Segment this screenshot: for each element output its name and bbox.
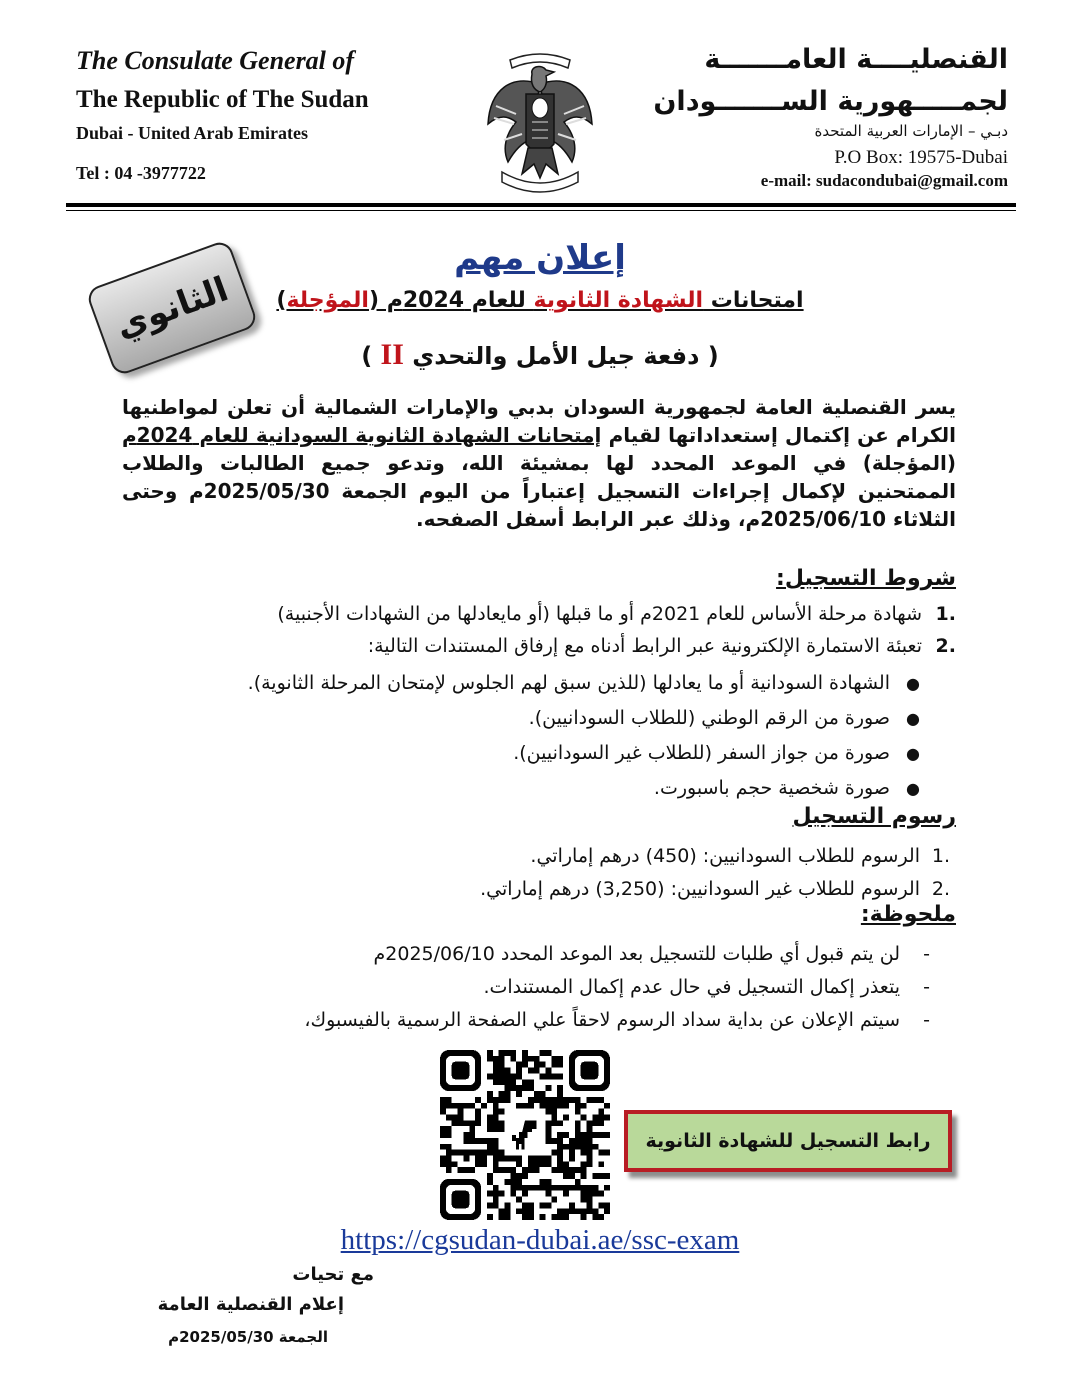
- announcement-title: إعلان مهم: [454, 238, 626, 278]
- signoff-department: إعلام القنصلية العامة: [157, 1294, 344, 1315]
- body-exam-name: إمتحانات الشهادة الثانوية السودانية للعام 2024م: [122, 423, 602, 447]
- conditions-title: شروط التسجيل:: [776, 566, 956, 591]
- subtitle-prefix: امتحانات: [703, 288, 804, 313]
- notes-list: [304, 938, 930, 1037]
- dash-icon: -: [923, 1009, 930, 1031]
- bullet-icon: ●: [906, 674, 920, 693]
- header-en-country: The Republic of The Sudan: [76, 86, 369, 113]
- header-ar-title: القنصليــــة العامـــــــة: [704, 44, 1008, 75]
- fees-list: [480, 840, 950, 906]
- documents-list: [248, 666, 920, 806]
- list-item: [248, 736, 920, 771]
- dash-icon: -: [923, 976, 930, 998]
- list-number: .1: [935, 603, 956, 625]
- list-text: الشهادة السودانية أو ما يعادلها (للذين سبق لهم الجلوس لإمتحان المرحلة الثانوية).: [247, 672, 890, 694]
- registration-button-label: رابط التسجيل للشهادة الثانوية: [645, 1130, 931, 1152]
- list-text: صورة شخصية حجم باسبورت.: [653, 777, 890, 799]
- qr-code-icon[interactable]: [440, 1050, 610, 1220]
- list-text: صورة من الرقم الوطني (للطلاب السودانيين).: [528, 707, 890, 729]
- batch-name: [0, 338, 1080, 372]
- list-item: [277, 630, 956, 662]
- header-en-location: Dubai - United Arab Emirates: [76, 123, 309, 143]
- list-text: تعبئة الاستمارة الإلكترونية عبر الرابط أدناه مع إرفاق المستندات التالية:: [367, 635, 922, 657]
- header-divider-thick: [66, 203, 1016, 207]
- registration-link-button[interactable]: [624, 1110, 952, 1172]
- header-en-telephone: Tel : 04 -3977722: [76, 163, 206, 183]
- subtitle-highlight: الشهادة الثانوية: [533, 288, 704, 313]
- header-ar-country: لجمـــــهورية الســـــــودان: [653, 86, 1008, 117]
- fees-title: رسوم التسجيل: [792, 804, 956, 829]
- batch-roman-numeral: II: [380, 338, 404, 371]
- bullet-icon: ●: [906, 709, 920, 728]
- subtitle-suffix: ): [276, 288, 287, 313]
- list-item: [248, 771, 920, 806]
- header-divider-thin: [66, 210, 1016, 211]
- header-en-title: The Consulate General of: [76, 46, 355, 75]
- signoff-date: الجمعة 2025/05/30م: [168, 1328, 328, 1346]
- body-part-1: يسر القنصلية العامة لجمهورية السودان بدبي والإمارات الشمالية أن تعلن لمواطنيها الكرام عن إكتمال إستعداداتها لقيام: [122, 395, 957, 447]
- subtitle-year: للعام 2024م (: [368, 288, 534, 313]
- conditions-list: [277, 598, 956, 662]
- list-item: [277, 598, 956, 630]
- list-text: صورة من جواز السفر (للطلاب غير السودانيين).: [513, 742, 890, 764]
- list-text: لن يتم قبول أي طلبات للتسجيل بعد الموعد المحدد 2025/06/10م: [373, 943, 900, 965]
- list-text: الرسوم للطلاب السودانيين: (450) درهم إماراتي.: [530, 845, 920, 867]
- announcement-subtitle: [0, 288, 1080, 313]
- batch-prefix: ( دفعة جيل الأمل والتحدي: [403, 342, 719, 370]
- bullet-icon: ●: [906, 779, 920, 798]
- list-item: [304, 1004, 930, 1037]
- body-part-3: (المؤجلة) في الموعد المحدد لها بمشيئة الله، وتدعو جميع الطالبات والطلاب الممتحنين لإكمال إجراءات التسجيل إعتباراً من اليوم الجمعة 2025/05/30م وحتى الثلاثاء 2025/06/10م، وذلك عبر الرابط أسفل الصفحه.: [122, 451, 956, 531]
- list-text: الرسوم للطلاب غير السودانيين: (3,250) درهم إماراتي.: [480, 878, 920, 900]
- batch-suffix: ): [361, 342, 381, 370]
- stamp-label: الثانوي: [110, 269, 234, 347]
- header-po-box: P.O Box: 19575-Dubai: [834, 147, 1008, 168]
- list-item: [248, 701, 920, 736]
- registration-url-link[interactable]: https://cgsudan-dubai.ae/ssc-exam: [340, 1224, 740, 1256]
- sudan-emblem-icon: [482, 44, 598, 200]
- list-item: [304, 938, 930, 971]
- dash-icon: -: [923, 943, 930, 965]
- announcement-body: [122, 393, 956, 533]
- signoff-greeting: مع تحيات: [292, 1264, 374, 1285]
- list-number: .2: [935, 635, 956, 657]
- list-text: يتعذر إكمال التسجيل في حال عدم إكمال المستندات.: [483, 976, 900, 998]
- list-text: شهادة مرحلة الأساس للعام 2021م أو ما قبلها (أو مايعادلها من الشهادات الأجنبية): [277, 603, 922, 625]
- list-item: [304, 971, 930, 1004]
- list-number: .2: [931, 878, 950, 900]
- header-ar-location: دبـي – الإمارات العربية المتحدة: [814, 122, 1008, 140]
- list-text: سيتم الإعلان عن بداية سداد الرسوم لاحقاً علي الصفحة الرسمية بالفيسبوك،: [304, 1009, 900, 1031]
- bullet-icon: ●: [906, 744, 920, 763]
- list-number: .1: [931, 845, 950, 867]
- subtitle-postponed: المؤجلة: [286, 288, 369, 313]
- header-email: e-mail: sudacondubai@gmail.com: [760, 171, 1008, 190]
- list-item: [480, 840, 950, 873]
- notes-title: ملحوظة:: [860, 902, 956, 927]
- list-item: [248, 666, 920, 701]
